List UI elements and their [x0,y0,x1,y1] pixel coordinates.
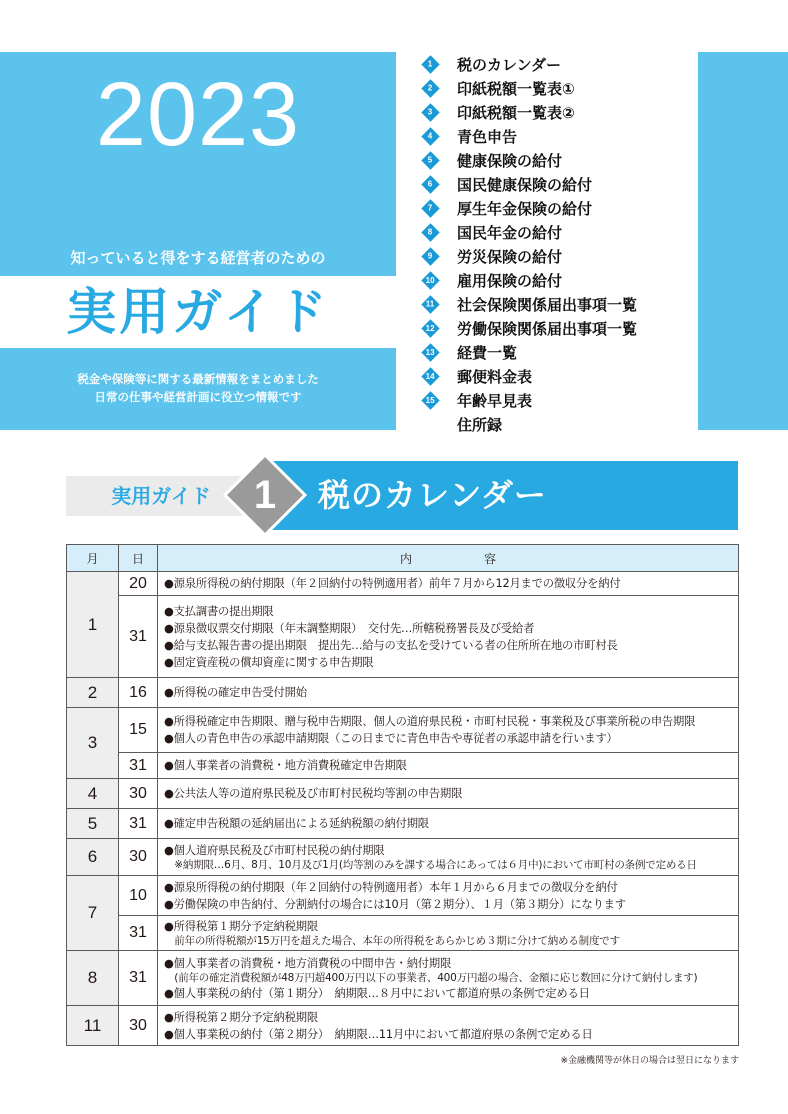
index-number-diamond-icon [421,367,439,385]
day-cell: 30 [119,1006,158,1046]
header-month: 月 [67,545,119,572]
index-label: 国民健康保険の給付 [457,175,593,194]
index-number: 12 [426,323,435,332]
day-cell: 20 [119,572,158,596]
index-item [422,52,692,76]
table-row [67,753,739,779]
index-item [422,412,692,436]
month-cell: 2 [67,678,119,708]
content-cell [158,708,739,753]
content-line: ●源泉所得税の納付期限（年２回納付の特例適用者）前年７月から12月までの徴収分を納付 [164,577,621,590]
index-label: 労働保険関係届出事項一覧 [457,319,638,338]
content-cell [158,678,739,708]
index-number-diamond-icon [421,127,439,145]
day-cell: 30 [119,779,158,809]
content-cell [158,753,739,779]
section-title: 税のカレンダー [318,476,547,514]
month-cell: 6 [67,839,119,876]
content-line: ●所得税第１期分予定納税期限 [164,920,318,933]
day-cell: 31 [119,753,158,779]
index-number: 7 [428,202,433,212]
index-label: 健康保険の給付 [457,151,563,170]
day-cell: 16 [119,678,158,708]
cover-description-line: 税金や保険等に関する最新情報をまとめました [77,372,319,386]
index-number-diamond-icon [421,199,439,217]
day-cell: 31 [119,596,158,678]
day-cell: 10 [119,876,158,916]
content-cell [158,1006,739,1046]
content-line: ●個人の青色申告の承認申請期限（この日までに青色申告や専従者の承認申請を行います） [164,732,618,745]
table-header-row [67,545,739,572]
content-cell [158,779,739,809]
content-line: ●源泉徴収票交付期限（年末調整期限） 交付先…所轄税務署長及び受給者 [164,621,535,635]
content-cell [158,809,739,839]
content-line: ●個人事業税の納付（第２期分） 納期限…11月中において都道府県の条例で定める日 [164,1027,593,1041]
index-number-diamond-icon [421,295,439,313]
index-number-diamond-icon [421,319,439,337]
right-decor-band [698,52,788,430]
index-item [422,316,692,340]
content-line: ●確定申告税額の延納届出による延納税額の納付期限 [164,817,429,830]
table-row [67,678,739,708]
index-label: 郵便料金表 [457,367,533,386]
month-cell: 3 [67,708,119,779]
content-line: ●給与支払報告書の提出期限 提出先…給与の支払を受けている者の住所所在地の市町村長 [164,638,618,652]
index-number-diamond-icon [421,151,439,169]
day-cell: 31 [119,809,158,839]
index-label: 住所録 [457,415,503,434]
index-number: 10 [426,275,435,284]
content-line: ●源泉所得税の納付期限（年２回納付の特例適用者）本年１月から６月までの徴収分を納付 [164,880,618,894]
index-number: 14 [426,371,435,380]
index-number: 9 [428,250,433,260]
content-line: ●個人事業者の消費税・地方消費税の中間申告・納付期限 [164,956,452,970]
index-label: 労災保険の給付 [457,247,563,266]
cover-subtitle: 知っていると得をする経営者のための [70,249,326,267]
month-cell: 4 [67,779,119,809]
day-cell: 15 [119,708,158,753]
index-item [422,172,692,196]
month-cell: 8 [67,951,119,1006]
index-number: 8 [428,226,433,236]
index-label: 印紙税額一覧表① [457,79,575,98]
table-row [67,1006,739,1046]
index-number: 11 [426,299,435,308]
index-label: 社会保険関係届出事項一覧 [457,295,638,314]
index-list [422,52,692,436]
content-line: ●所得税第２期分予定納税期限 [164,1010,318,1024]
index-label: 税のカレンダー [457,55,562,74]
content-line: ●所得税確定申告期限、贈与税申告期限、個人の道府県民税・市町村民税・事業税及び事業所税の申告期限 [164,715,696,728]
index-label: 国民年金の給付 [457,223,563,242]
table-row [67,708,739,753]
table-row [67,779,739,809]
index-number-diamond-icon [421,223,439,241]
day-cell: 30 [119,839,158,876]
month-cell: 1 [67,572,119,678]
index-label: 厚生年金保険の給付 [457,199,593,218]
content-line: ●固定資産税の償却資産に関する申告期限 [164,655,374,669]
content-line: 前年の所得税額が15万円を超えた場合、本年の所得税をあらかじめ３期に分けて納める制度です [164,935,620,947]
header-content: 内 容 [158,545,739,572]
index-item [422,124,692,148]
index-number: 6 [428,178,433,188]
cover-year: 2023 [95,65,301,165]
table-row [67,916,739,951]
index-item [422,148,692,172]
table-row [67,572,739,596]
index-number-diamond-icon [421,247,439,265]
table-row [67,876,739,916]
index-label: 雇用保険の給付 [457,271,563,290]
index-number: 4 [428,130,433,140]
cover-description [0,370,396,406]
index-number-diamond-icon [421,79,439,97]
content-line: ●個人事業税の納付（第１期分） 納期限…８月中において都道府県の条例で定める日 [164,986,590,1000]
day-cell: 31 [119,916,158,951]
index-number-diamond-icon [421,415,439,433]
index-number-diamond-icon [421,175,439,193]
content-cell [158,839,739,876]
content-line: ●個人事業者の消費税・地方消費税確定申告期限 [164,759,407,772]
index-item [422,76,692,100]
index-item [422,292,692,316]
section-number: 1 [253,473,277,517]
index-number-diamond-icon [421,343,439,361]
index-number: 3 [428,106,433,116]
cover-title: 実用ガイド [66,283,330,341]
month-cell: 5 [67,809,119,839]
index-item [422,364,692,388]
index-item [422,340,692,364]
index-number: 13 [426,347,435,356]
content-cell [158,951,739,1006]
index-item [422,388,692,412]
section-label: 実用ガイド [111,484,211,508]
tax-calendar-table [66,544,739,1046]
content-line: ●公共法人等の道府県民税及び市町村民税均等割の申告期限 [164,787,463,800]
day-cell: 31 [119,951,158,1006]
index-number-diamond-icon [421,271,439,289]
footnote: ※金融機関等が休日の場合は翌日になります [560,1056,739,1066]
index-label: 印紙税額一覧表② [457,103,575,122]
index-number-diamond-icon [421,103,439,121]
index-number: 1 [428,58,433,68]
table-row [67,809,739,839]
index-label: 経費一覧 [457,343,518,362]
table-row [67,596,739,678]
index-item [422,196,692,220]
month-cell: 11 [67,1006,119,1046]
content-cell [158,916,739,951]
index-number-diamond-icon [421,55,439,73]
index-number-diamond-icon [421,391,439,409]
header-day: 日 [119,545,158,572]
content-line: (前年の確定消費税額が48万円超400万円以下の事業者、400万円超の場合、金額に応じ数回に分けて納付します) [164,971,698,984]
index-number: 5 [428,154,433,164]
index-number: 2 [428,82,433,92]
content-line: ●個人道府県民税及び市町村民税の納付期限 [164,844,385,857]
index-item [422,268,692,292]
content-cell [158,572,739,596]
content-line: ●所得税の確定申告受付開始 [164,686,307,699]
index-item [422,220,692,244]
index-label: 年齢早見表 [457,391,533,410]
month-cell: 7 [67,876,119,951]
table-row [67,839,739,876]
content-line: ※納期限…6月、8月、10月及び1月(均等割のみを課する場合にあっては６月中)において市町村の条例で定める日 [164,859,697,871]
content-cell [158,876,739,916]
cover-description-line: 日常の仕事や経営計画に役立つ情報です [94,390,302,404]
content-cell [158,596,739,678]
index-number: 15 [426,395,435,404]
content-line: ●支払調書の提出期限 [164,604,274,618]
index-item [422,244,692,268]
index-label: 青色申告 [457,127,518,146]
index-item [422,100,692,124]
table-row [67,951,739,1006]
content-line: ●労働保険の申告納付、分割納付の場合には10月（第２期分）、１月（第３期分）になります [164,897,626,911]
